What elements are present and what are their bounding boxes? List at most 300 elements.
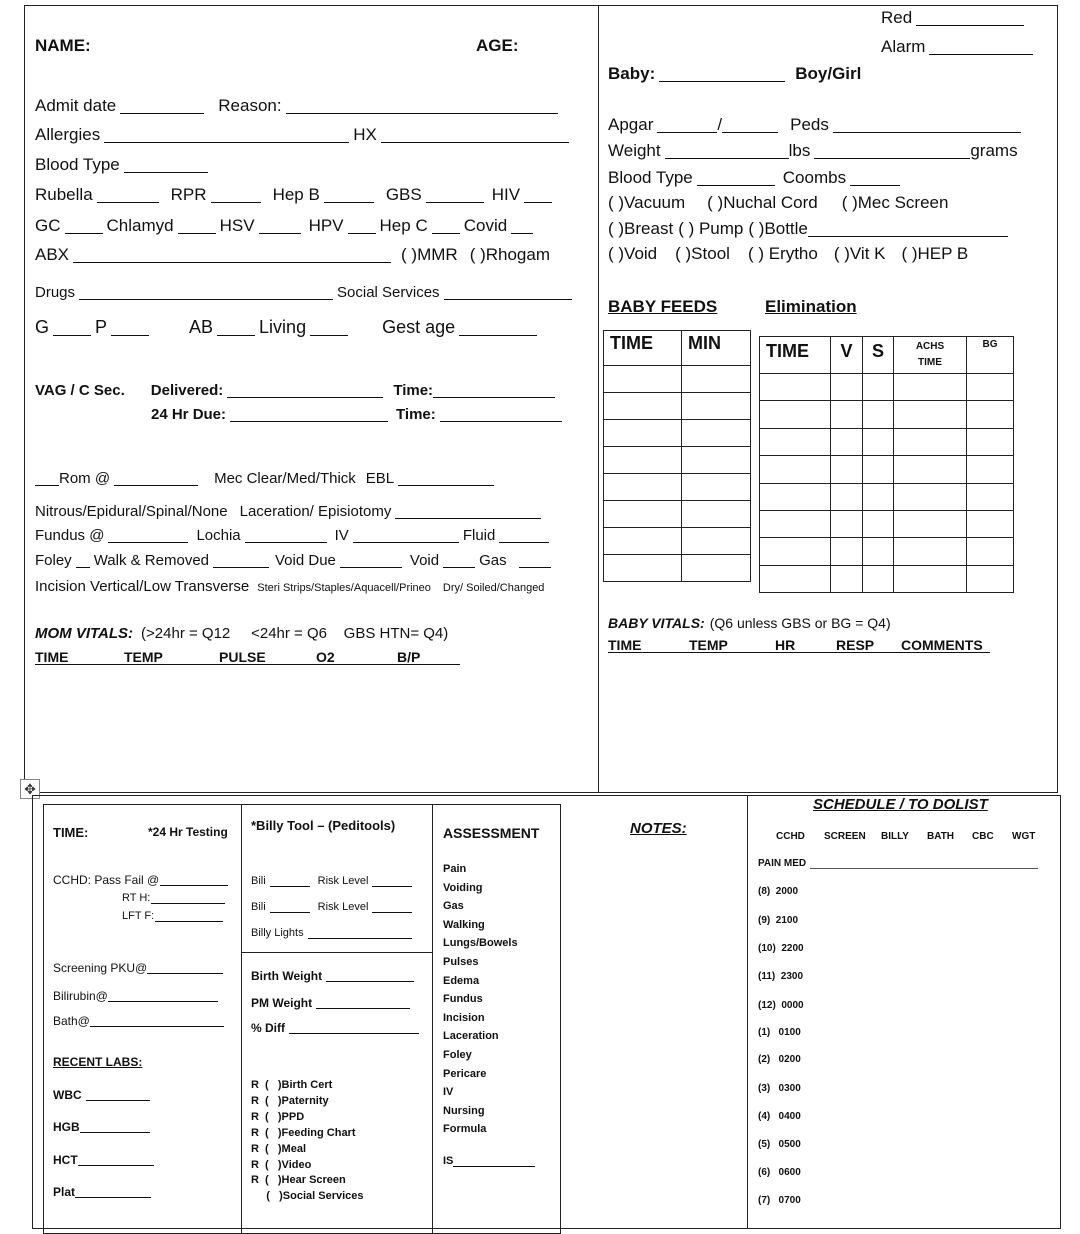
feeds-row [604, 420, 751, 447]
schedule-time: (12) 0000 [758, 1000, 804, 1011]
label: Bilirubin@ [53, 989, 108, 1003]
feeds-cell[interactable] [604, 501, 682, 528]
label: Alarm [881, 37, 926, 56]
elimination-cell[interactable] [894, 456, 967, 483]
ebl-field[interactable] [398, 471, 494, 486]
assessment-title [443, 826, 539, 840]
bottle-field[interactable] [808, 222, 1008, 237]
col-v: V [831, 337, 863, 374]
laceration-field[interactable] [395, 504, 541, 519]
delivered-field[interactable] [227, 383, 383, 398]
bottle-checkbox[interactable]: ( )Bottle [748, 219, 808, 238]
col-achs-time: ACHS TIME [894, 337, 967, 374]
elimination-cell[interactable] [863, 428, 894, 455]
allergies-field[interactable] [104, 128, 349, 143]
testing-label [148, 826, 228, 838]
red-field[interactable] [916, 11, 1024, 26]
hepb-checkbox[interactable]: ( )HEP B [901, 244, 969, 263]
feeding-checks-row [608, 220, 1012, 237]
due-row [151, 407, 566, 422]
baby-vitals-header [608, 638, 990, 653]
label: Allergies [35, 125, 101, 144]
alarm-field[interactable] [929, 40, 1033, 55]
label: EBL [365, 470, 395, 487]
checklist-item[interactable]: R ( )Video [251, 1158, 312, 1171]
rubella-field[interactable] [97, 188, 159, 203]
label: G [35, 317, 50, 337]
recent-labs-title [53, 1056, 142, 1068]
elimination-cell[interactable] [760, 401, 831, 428]
pku-row [53, 962, 227, 974]
incision-options: Incision Vertical/Low Transverse [35, 578, 250, 595]
label: lbs [788, 141, 811, 160]
elimination-cell[interactable] [831, 401, 863, 428]
label: Bili [251, 875, 266, 887]
due-field[interactable] [230, 407, 388, 422]
chlamyd-field[interactable] [178, 219, 216, 234]
checklist-item[interactable]: R ( )Paternity [251, 1094, 329, 1107]
covid-field[interactable] [511, 219, 533, 234]
elimination-row [760, 483, 1014, 510]
label: Peds [790, 115, 829, 134]
col-comments: COMMENTS [901, 637, 983, 653]
label: Coombs [782, 168, 847, 187]
elimination-row [760, 401, 1014, 428]
feeds-cell[interactable] [682, 528, 751, 555]
drugs-row [35, 285, 576, 300]
gas-field[interactable] [519, 553, 551, 568]
time-label [53, 826, 88, 839]
apgar-5-field[interactable] [722, 118, 778, 133]
incision-row [35, 579, 544, 594]
feeds-cell[interactable] [604, 420, 682, 447]
pump-checkbox[interactable]: ( ) Pump [678, 219, 744, 238]
label: RPR [170, 185, 207, 204]
elimination-cell[interactable] [760, 374, 831, 401]
lbs-field[interactable] [665, 144, 789, 159]
diff-field[interactable] [289, 1023, 419, 1034]
label: IV [334, 527, 349, 544]
col-temp: TEMP [124, 649, 163, 665]
divider [241, 952, 433, 953]
care-checks-row [608, 245, 968, 262]
void-due-field[interactable] [340, 553, 402, 568]
label: WBC [53, 1088, 82, 1102]
hiv-field[interactable] [524, 188, 552, 203]
pm-weight-row [251, 997, 414, 1009]
hgb-field[interactable] [80, 1122, 150, 1133]
apgar-1-field[interactable] [657, 118, 717, 133]
bili-2-field[interactable] [270, 903, 310, 913]
elimination-cell[interactable] [760, 483, 831, 510]
label: Screening PKU@ [53, 961, 148, 975]
move-handle-icon[interactable]: ✥ [20, 779, 40, 799]
feeds-row [604, 501, 751, 528]
mom-vitals-header [35, 650, 460, 665]
elimination-cell[interactable] [831, 374, 863, 401]
label: Fundus @ [35, 527, 105, 544]
pku-field[interactable] [147, 963, 223, 974]
sex-options: Boy/Girl [795, 64, 862, 83]
stool-checkbox[interactable]: ( )Stool [675, 244, 730, 263]
col-cbc: CBC [972, 831, 994, 842]
notes-area[interactable] [565, 845, 743, 1225]
elimination-cell[interactable] [967, 374, 1014, 401]
col-pulse: PULSE [219, 649, 266, 665]
cchd-field[interactable] [160, 875, 228, 886]
nuchal-cord-checkbox[interactable]: ( )Nuchal Cord [707, 193, 818, 212]
feeds-cell[interactable] [604, 555, 682, 582]
label: IS [443, 1155, 454, 1167]
fundus-field[interactable] [108, 528, 188, 543]
abx-field[interactable] [73, 248, 391, 263]
label: Bath@ [53, 1014, 90, 1028]
assessment-item: Incision [443, 1011, 485, 1024]
col-billy: BILLY [881, 831, 909, 842]
mec-screen-checkbox[interactable]: ( )Mec Screen [841, 193, 949, 212]
schedule-time: (2) 0200 [758, 1054, 801, 1065]
section-title: Elimination [765, 297, 857, 316]
label: Admit date [35, 96, 117, 115]
label: Rom @ [59, 470, 111, 487]
apgar-row: Apgar / Peds [608, 116, 1025, 133]
elimination-cell[interactable] [894, 401, 967, 428]
elimination-cell[interactable] [967, 456, 1014, 483]
abx-row [35, 246, 550, 263]
assessment-item: Lungs/Bowels [443, 937, 518, 950]
elimination-row [760, 374, 1014, 401]
elimination-cell[interactable] [863, 565, 894, 592]
elimination-row [760, 510, 1014, 537]
col-bath: BATH [927, 831, 955, 842]
elimination-cell[interactable] [967, 538, 1014, 565]
assessment-item: IV [443, 1086, 454, 1099]
elimination-cell[interactable] [967, 401, 1014, 428]
walk-field[interactable] [213, 553, 269, 568]
assessment-item: Edema [443, 974, 480, 987]
name-label [35, 37, 91, 54]
label: GBS [385, 185, 422, 204]
checklist-item[interactable]: R ( )Meal [251, 1142, 307, 1155]
label: Drugs [35, 284, 76, 301]
col-bp: B/P [397, 649, 421, 665]
elimination-cell[interactable] [863, 483, 894, 510]
elimination-cell[interactable] [894, 510, 967, 537]
blood-type-field[interactable] [124, 158, 208, 173]
delivered-time-field[interactable] [433, 383, 555, 398]
assessment-item: Foley [443, 1048, 472, 1061]
coombs-field[interactable] [850, 171, 900, 186]
label: Risk Level [317, 901, 369, 913]
gravida-row [35, 318, 541, 336]
bath-field[interactable] [90, 1016, 224, 1027]
drugs-field[interactable] [79, 287, 333, 300]
label: *Billy Tool – (Peditools) [251, 818, 396, 833]
feeds-cell[interactable] [604, 447, 682, 474]
assessment-item: Voiding [443, 881, 483, 894]
blood-type-row [35, 156, 212, 173]
hsv-field[interactable] [259, 219, 301, 234]
rpr-field[interactable] [211, 188, 261, 203]
erytho-checkbox[interactable]: ( ) Erytho [747, 244, 818, 263]
assessment-item: Pain [443, 863, 467, 875]
mmr-checkbox[interactable]: ( )MMR [401, 245, 458, 264]
billy-title [251, 819, 395, 832]
elimination-row [760, 428, 1014, 455]
pain-med-row [758, 859, 1042, 869]
elimination-cell[interactable] [863, 510, 894, 537]
lftf-row [122, 911, 227, 922]
elimination-cell[interactable] [831, 483, 863, 510]
elimination-cell[interactable] [760, 510, 831, 537]
hepc-field[interactable] [432, 219, 460, 234]
bath-row [53, 1015, 228, 1027]
hct-row [53, 1154, 158, 1166]
label: RT H: [122, 892, 151, 904]
breast-checkbox[interactable]: ( )Breast [608, 219, 674, 238]
label: Weight [608, 141, 661, 160]
bili-row-1 [251, 876, 416, 887]
baby-blood-row [608, 169, 904, 186]
bilirubin-row [53, 990, 222, 1002]
void-field[interactable] [443, 553, 475, 568]
social-services-field[interactable] [444, 287, 572, 300]
age-text: AGE: [476, 36, 519, 55]
schedule-time: (3) 0300 [758, 1083, 801, 1094]
label: Social Services [337, 284, 440, 301]
assessment-item: Walking [443, 918, 485, 931]
is-row [443, 1156, 539, 1167]
bili-1-field[interactable] [270, 877, 310, 887]
gest-age-field[interactable] [459, 321, 537, 336]
label: HGB [53, 1120, 80, 1134]
billy-lights-row [251, 928, 416, 939]
hpv-field[interactable] [348, 219, 376, 234]
label: HSV [219, 216, 255, 235]
delivered-row [35, 383, 559, 398]
feeds-table [603, 330, 751, 582]
label: grams [970, 141, 1018, 160]
feeds-cell[interactable] [682, 420, 751, 447]
rth-field[interactable] [151, 894, 225, 904]
bili-row-2 [251, 902, 416, 913]
alarm-row [881, 38, 1037, 55]
label: Time: [396, 406, 436, 423]
elimination-cell[interactable] [760, 428, 831, 455]
feeds-cell[interactable] [682, 474, 751, 501]
elimination-cell[interactable] [894, 428, 967, 455]
checklist-item[interactable]: R ( )Feeding Chart [251, 1126, 356, 1139]
assessment-item: Formula [443, 1123, 487, 1136]
feeds-cell[interactable] [682, 555, 751, 582]
foley-field[interactable] [76, 553, 90, 568]
hepb-field[interactable] [324, 188, 374, 203]
elimination-cell[interactable] [967, 483, 1014, 510]
elimination-cell[interactable] [863, 538, 894, 565]
checklist-item[interactable]: ( )Social Services [251, 1190, 364, 1203]
label: Covid [463, 216, 508, 235]
delivery-checks-row [608, 194, 948, 211]
label: PM Weight [251, 996, 313, 1010]
elimination-cell[interactable] [894, 538, 967, 565]
vitk-checkbox[interactable]: ( )Vit K [833, 244, 886, 263]
ab-field[interactable] [217, 321, 255, 336]
anesthesia-row [35, 504, 545, 519]
age-label [476, 37, 519, 54]
feeds-cell[interactable] [682, 447, 751, 474]
fluid-field[interactable] [499, 528, 549, 543]
birth-weight-field[interactable] [326, 971, 414, 982]
hx-field[interactable] [381, 128, 569, 143]
feeds-cell[interactable] [682, 393, 751, 420]
lftf-field[interactable] [155, 912, 223, 922]
schedule-time: (11) 2300 [758, 971, 804, 982]
schedule-time: (8) 2000 [758, 886, 799, 897]
feeds-cell[interactable] [682, 501, 751, 528]
elimination-title [765, 298, 857, 315]
feeds-cell[interactable] [604, 393, 682, 420]
col-time: TIME [608, 637, 642, 653]
bilirubin-field[interactable] [108, 991, 218, 1002]
elimination-cell[interactable] [760, 538, 831, 565]
label: Billy Lights [251, 927, 304, 939]
peds-field[interactable] [833, 118, 1021, 133]
label: NOTES: [630, 820, 687, 837]
is-field[interactable] [453, 1157, 535, 1167]
elimination-table [759, 336, 1014, 593]
label: Living [259, 317, 307, 337]
elimination-row [760, 456, 1014, 483]
pain-med-field[interactable] [810, 859, 1038, 869]
schedule-time: (9) 2100 [758, 915, 799, 926]
weight-row [608, 142, 1018, 159]
feeds-row [604, 447, 751, 474]
schedule-time: (6) 0600 [758, 1167, 801, 1178]
plat-row [53, 1186, 155, 1198]
rhogam-checkbox[interactable]: ( )Rhogam [469, 245, 550, 264]
label: Rubella [35, 185, 93, 204]
elimination-row [760, 538, 1014, 565]
void-checkbox[interactable]: ( )Void [608, 244, 658, 263]
feeds-cell[interactable] [682, 366, 751, 393]
baby-row [608, 65, 861, 82]
label: Bili [251, 901, 266, 913]
elimination-cell[interactable] [831, 565, 863, 592]
label: SCHEDULE / TO DOLIST [813, 796, 988, 813]
label: Void Due [275, 552, 336, 569]
label: HPV [308, 216, 344, 235]
rom-field[interactable] [35, 471, 59, 486]
label: AB [189, 317, 214, 337]
elimination-cell[interactable] [863, 401, 894, 428]
label: % Diff [251, 1021, 285, 1035]
label: Birth Weight [251, 969, 323, 983]
vacuum-checkbox[interactable]: ( )Vacuum [608, 193, 686, 212]
elimination-cell[interactable] [831, 510, 863, 537]
schedule-title [813, 797, 988, 812]
billy-lights-field[interactable] [308, 929, 412, 939]
baby-blood-type-field[interactable] [697, 171, 775, 186]
label: ASSESSMENT [443, 825, 540, 841]
gbs-field[interactable] [426, 188, 484, 203]
elimination-cell[interactable] [894, 483, 967, 510]
pm-weight-field[interactable] [316, 998, 410, 1009]
lochia-field[interactable] [245, 528, 327, 543]
label: Time: [393, 382, 434, 399]
plat-field[interactable] [75, 1187, 151, 1198]
elimination-cell[interactable] [863, 374, 894, 401]
admit-date-field[interactable] [120, 99, 204, 114]
cchd-row [53, 874, 232, 886]
hct-field[interactable] [78, 1155, 154, 1166]
red-row [881, 9, 1028, 26]
g-field[interactable] [53, 321, 91, 336]
feeds-title [608, 298, 717, 315]
elimination-cell[interactable] [967, 565, 1014, 592]
elimination-cell[interactable] [894, 374, 967, 401]
label: Gas [479, 552, 507, 569]
elimination-cell[interactable] [967, 510, 1014, 537]
elimination-cell[interactable] [831, 456, 863, 483]
label: Chlamyd [106, 216, 174, 235]
name-text: NAME: [35, 36, 91, 55]
rth-row [122, 893, 229, 904]
assessment-item: Nursing [443, 1104, 485, 1117]
due-time-field[interactable] [440, 407, 562, 422]
risk-1-field[interactable] [372, 877, 412, 887]
section-title: BABY FEEDS [608, 297, 718, 316]
allergies-row [35, 126, 573, 143]
col-cchd: CCHD [776, 831, 805, 842]
feeds-cell[interactable] [604, 366, 682, 393]
elimination-cell[interactable] [831, 428, 863, 455]
gc-field[interactable] [65, 219, 103, 234]
rom-time-field[interactable] [114, 471, 198, 486]
admit-row [35, 97, 562, 114]
elimination-cell[interactable] [760, 565, 831, 592]
baby-name-field[interactable] [659, 67, 785, 82]
release-checklist [251, 1078, 364, 1205]
schedule-time: (1) 0100 [758, 1027, 801, 1038]
wbc-field[interactable] [86, 1090, 150, 1101]
col-time: TIME [760, 337, 831, 374]
label: Apgar [608, 115, 654, 134]
reason-field[interactable] [286, 99, 558, 114]
checklist-item[interactable]: R ( )Birth Cert [251, 1079, 333, 1091]
feeds-cell[interactable] [604, 474, 682, 501]
birth-weight-row [251, 970, 418, 982]
checklist-item[interactable]: R ( )Hear Screen [251, 1174, 346, 1187]
risk-2-field[interactable] [372, 903, 412, 913]
elimination-cell[interactable] [894, 565, 967, 592]
elimination-cell[interactable] [967, 428, 1014, 455]
checklist-item[interactable]: R ( )PPD [251, 1110, 305, 1123]
col-min: MIN [682, 331, 751, 366]
elimination-cell[interactable] [760, 456, 831, 483]
elimination-cell[interactable] [831, 538, 863, 565]
wbc-row [53, 1089, 154, 1101]
living-field[interactable] [310, 321, 348, 336]
p-field[interactable] [111, 321, 149, 336]
delivery-type: VAG / C Sec. [35, 382, 125, 399]
col-resp: RESP [836, 637, 875, 653]
elimination-cell[interactable] [863, 456, 894, 483]
label: Blood Type [608, 168, 693, 187]
grams-field[interactable] [814, 144, 970, 159]
col-s: S [863, 337, 894, 374]
feeds-cell[interactable] [604, 528, 682, 555]
iv-field[interactable] [353, 528, 459, 543]
